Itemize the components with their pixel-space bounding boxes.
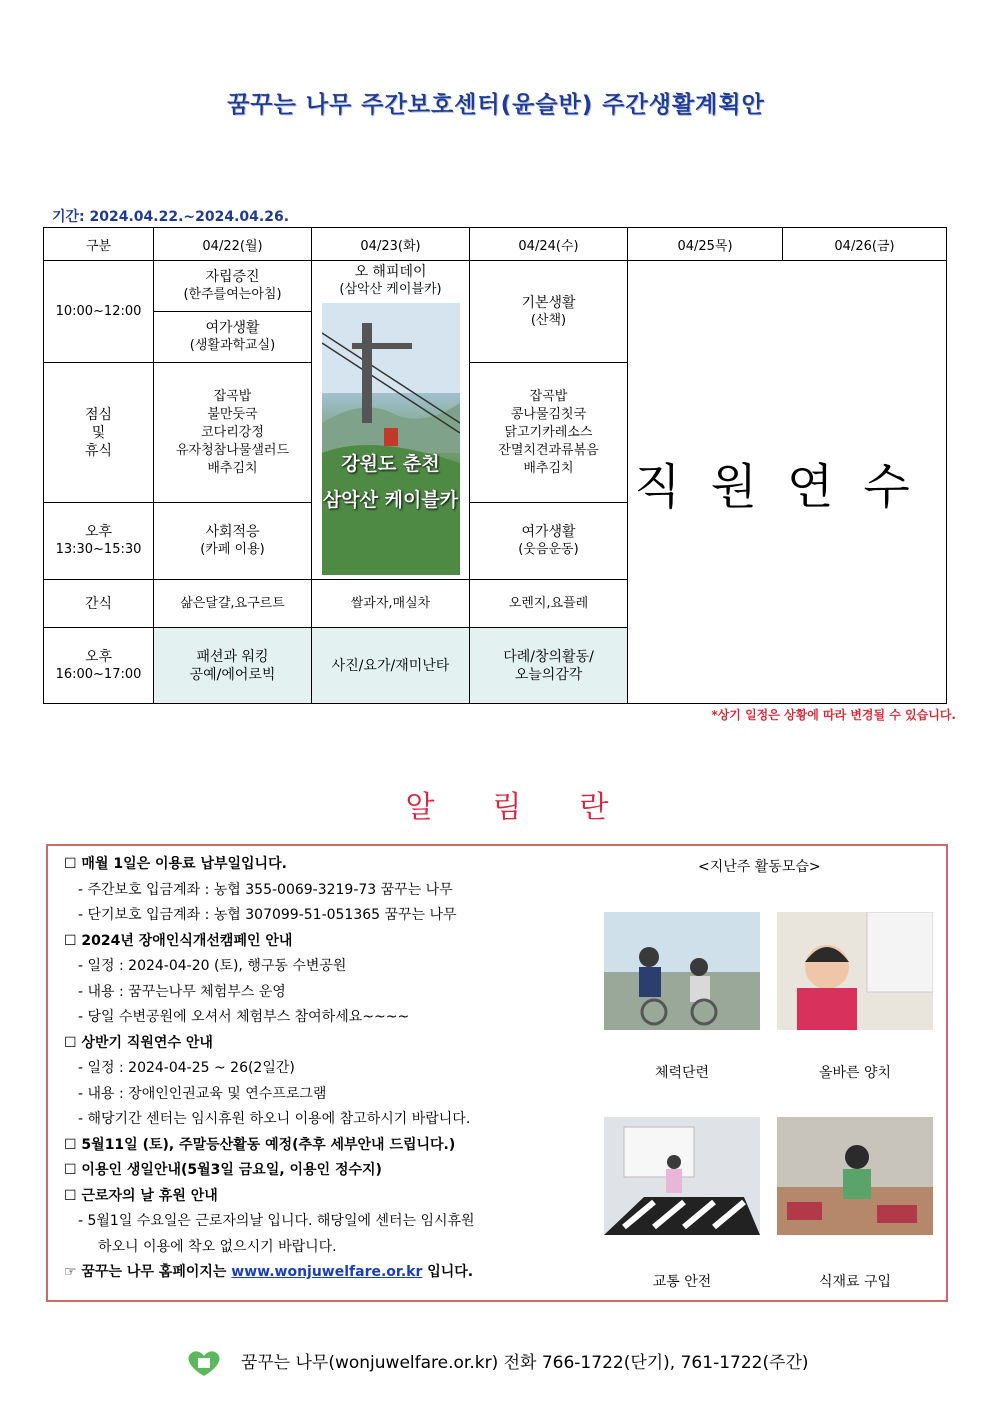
- traffic-safety-photo: [604, 1117, 760, 1235]
- activity-detail: (한주를여는아침): [183, 287, 282, 302]
- mon-morning-cell: [154, 261, 312, 363]
- header-category: 구분: [44, 228, 154, 261]
- photo-caption: 강원도 춘천: [341, 453, 440, 475]
- notice-title: 알림란: [405, 790, 667, 825]
- notice-line: - 해당기간 센터는 임시휴원 하오니 이용에 참고하시기 바랍니다.: [78, 1111, 471, 1127]
- notice-line: - 단기보호 입금계좌 : 농협 307099-51-051365 꿈꾸는 나무: [78, 907, 457, 923]
- homepage-prefix: ☞ 꿈꾸는 나무 홈페이지는: [64, 1264, 227, 1280]
- activity-title: 여가생활: [205, 320, 260, 336]
- cable-car-photo: [322, 303, 460, 575]
- photo-caption: 체력단련: [654, 1065, 710, 1081]
- header-thu: 04/25목): [628, 228, 783, 261]
- tue-late-cell: 사진/요가/재미난타: [312, 628, 470, 704]
- menu-item: 닭고기카레소스: [504, 424, 593, 440]
- tue-snack: 쌀과자,매실차: [312, 580, 470, 628]
- header-tue: 04/23(화): [312, 228, 470, 261]
- notice-line: ☐ 근로자의 날 휴원 안내: [64, 1187, 218, 1204]
- menu-item: 유자청참나물샐러드: [175, 442, 290, 458]
- activity-title: 자립증진: [205, 269, 260, 285]
- notice-line: - 5월1일 수요일은 근로자의날 입니다. 해당일에 센터는 임시휴원: [78, 1213, 475, 1229]
- mon-snack: 삶은달걀,요구르트: [154, 580, 312, 628]
- cable-car-illustration: [322, 303, 460, 575]
- wed-late-cell: [470, 628, 628, 704]
- label-line: 오후: [84, 648, 113, 665]
- label-line: 16:00~17:00: [55, 666, 142, 682]
- menu-item: 잔멸치견과류볶음: [498, 442, 599, 458]
- activity-detail: (삼악산 케이블카): [339, 282, 442, 297]
- activity-title: 오늘의감각: [514, 666, 583, 683]
- menu-item: 잡곡밥: [529, 388, 568, 404]
- menu-item: 불만둣국: [207, 406, 258, 422]
- label-line: 13:30~15:30: [55, 542, 142, 557]
- photo-caption: 올바른 양치: [818, 1065, 892, 1081]
- footer-text: 꿈꾸는 나무(wonjuwelfare.or.kr) 전화 766-1722(단기), 761-1722(주간): [240, 1353, 809, 1373]
- photo-caption: 식재료 구입: [818, 1274, 892, 1290]
- activity-title: 사회적응: [205, 524, 260, 540]
- label-line: 오후: [84, 524, 113, 540]
- tue-outing-cell: [312, 261, 470, 580]
- mon-menu-cell: [154, 363, 312, 503]
- grocery-photo: [777, 1117, 933, 1235]
- notice-line: - 일정 : 2024-04-20 (토), 행구동 수변공원: [78, 958, 347, 974]
- homepage-line: [64, 1260, 604, 1286]
- photo-caption: 교통 안전: [652, 1274, 712, 1290]
- staff-training-cell: 직원연수: [628, 261, 947, 704]
- label-line: 및: [91, 424, 106, 441]
- homepage-link[interactable]: www.wonjuwelfare.or.kr: [231, 1264, 423, 1280]
- header-fri: 04/26(금): [783, 228, 947, 261]
- notice-line: 하오니 이용에 착오 없으시기 바랍니다.: [98, 1238, 337, 1255]
- label-line: 점심: [84, 406, 113, 423]
- notice-line: ☐ 상반기 직원연수 안내: [64, 1034, 213, 1051]
- activity-detail: (웃음운동): [518, 542, 579, 557]
- activity-detail: (산책): [530, 312, 567, 328]
- snack-label: 간식: [44, 580, 154, 628]
- mon-late-cell: [154, 628, 312, 704]
- mon-afternoon-cell: [154, 503, 312, 580]
- notice-line: - 당일 수변공원에 오셔서 체험부스 참여하세요~~~~: [78, 1009, 410, 1025]
- notice-line: - 일정 : 2024-04-25 ~ 26(2일간): [78, 1060, 295, 1076]
- notice-line: - 내용 : 장애인인권교육 및 연수프로그램: [78, 1085, 327, 1102]
- activity-title: 패션과 워킹: [196, 648, 269, 665]
- activity-title: 오 해피데이: [354, 264, 427, 280]
- menu-item: 코다리강정: [201, 424, 264, 440]
- menu-item: 배추김치: [207, 460, 258, 476]
- weekly-plan-table: [43, 227, 947, 704]
- toothbrush-photo: [777, 912, 933, 1030]
- notice-list: [64, 852, 604, 1286]
- notice-line: - 내용 : 꿈꾸는나무 체험부스 운영: [78, 983, 286, 1000]
- table-row: [44, 261, 947, 363]
- lunch-label: [44, 363, 154, 503]
- activity-title: 공예/에어로빅: [189, 666, 276, 683]
- wed-morning-cell: [470, 261, 628, 363]
- wed-snack: 오렌지,요플레: [470, 580, 628, 628]
- activity-title: 다례/창의활동/: [503, 648, 594, 665]
- photo-caption: 삼악산 케이블카: [322, 489, 459, 511]
- schedule-note: *상기 일정은 상황에 따라 변경될 수 있습니다.: [711, 708, 956, 722]
- activity-detail: (생활과학교실): [189, 338, 276, 353]
- period-label: 기간: 2024.04.22.~2024.04.26.: [52, 209, 290, 225]
- footer: [0, 1348, 992, 1378]
- gallery-title: <지난주 활동모습>: [698, 859, 821, 875]
- menu-item: 콩나물김칫국: [510, 406, 587, 422]
- menu-item: 잡곡밥: [213, 388, 252, 404]
- table-header-row: [44, 228, 947, 261]
- page-title: 꿈꾸는 나무 주간보호센터(윤슬반) 주간생활계획안: [227, 92, 765, 118]
- menu-item: 배추김치: [523, 460, 574, 476]
- header-mon: 04/22(월): [154, 228, 312, 261]
- activity-title: 여가생활: [521, 524, 576, 540]
- notice-line: ☐ 이용인 생일안내(5월3일 금요일, 이용인 정수지): [64, 1162, 382, 1178]
- notice-line: - 주간보호 입금계좌 : 농협 355-0069-3219-73 꿈꾸는 나무: [78, 881, 453, 898]
- homepage-suffix: 입니다.: [427, 1264, 474, 1280]
- activity-title: 기본생활: [521, 294, 576, 311]
- wed-afternoon-cell: [470, 503, 628, 580]
- notice-line: ☐ 2024년 장애인식개선캠페인 안내: [64, 932, 293, 949]
- time-label: [44, 628, 154, 704]
- wed-menu-cell: [470, 363, 628, 503]
- notice-box: [46, 844, 948, 1302]
- time-label: 10:00~12:00: [44, 261, 154, 363]
- time-label: [44, 503, 154, 580]
- activity-detail: (카페 이용): [200, 542, 265, 557]
- notice-line: ☐ 매월 1일은 이용료 납부일입니다.: [64, 856, 287, 872]
- heart-logo-icon: [183, 1348, 225, 1378]
- notice-line: ☐ 5월11일 (토), 주말등산활동 예정(추후 세부안내 드립니다.): [64, 1136, 456, 1153]
- header-wed: 04/24(수): [470, 228, 628, 261]
- label-line: 휴식: [84, 442, 113, 459]
- exercise-photo: [604, 912, 760, 1030]
